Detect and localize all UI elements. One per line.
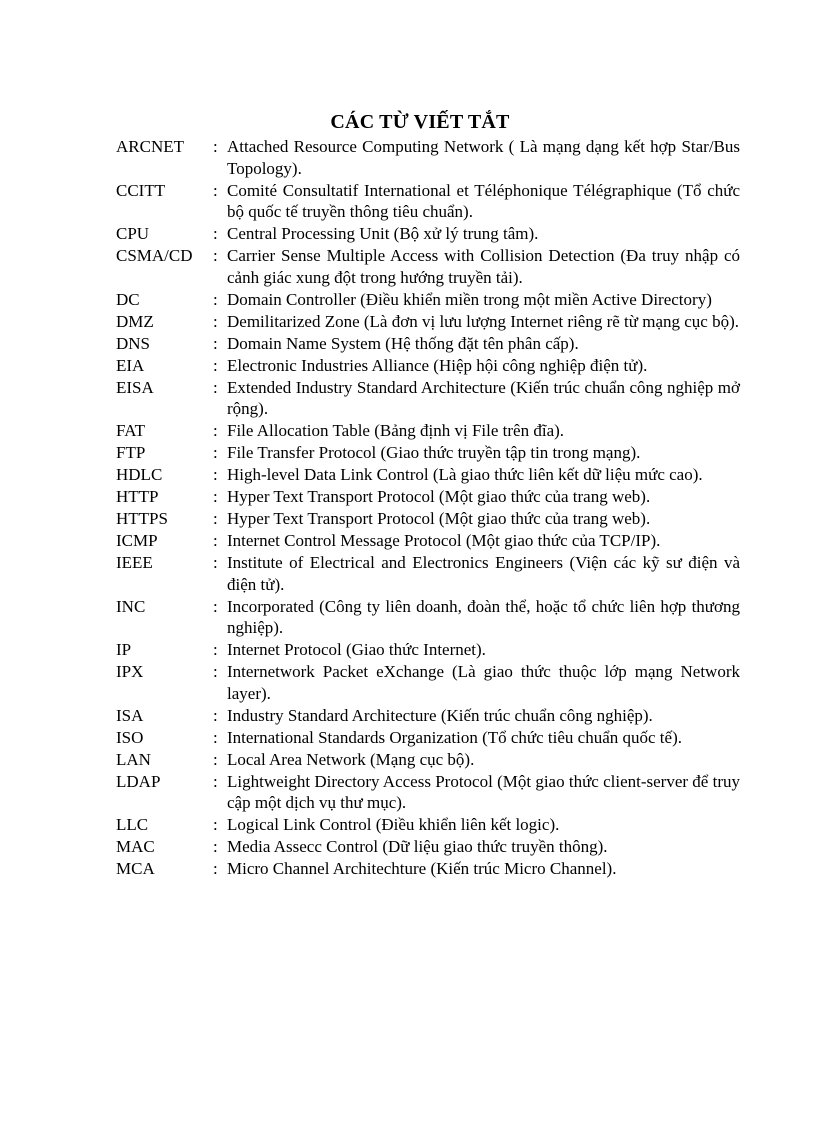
abbreviation-term: EIA [116,355,145,375]
separator-colon: : [213,727,218,747]
abbreviation-entry [116,223,740,245]
abbreviation-entry [116,289,740,311]
separator-colon: : [213,662,218,681]
abbreviation-term: HTTP [116,487,159,506]
abbreviation-definition: Internetwork Packet eXchange (Là giao thức thuộc lớp mạng Network layer). [227,662,740,703]
abbreviation-definition: Micro Channel Architechture (Kiến trúc Micro Channel). [227,859,617,878]
abbreviation-entry [116,333,740,355]
separator-colon: : [213,180,218,200]
separator-colon: : [213,137,218,156]
abbreviation-definition: File Transfer Protocol (Giao thức truyền tập tin trong mạng). [227,443,641,462]
abbreviation-entry [116,836,740,858]
separator-colon: : [213,443,218,462]
abbreviation-definition: Extended Industry Standard Architecture (Kiến trúc chuẩn công nghiệp mở rộng). [227,377,740,418]
abbreviation-term: DC [116,289,140,309]
page-title: CÁC TỪ VIẾT TẮT [330,111,510,133]
abbreviation-definition: Local Area Network (Mạng cục bộ). [227,749,475,769]
abbreviation-term: IP [116,640,132,659]
abbreviation-term: MAC [116,837,155,856]
abbreviation-entry [116,771,740,814]
abbreviation-definition: Industry Standard Architecture (Kiến trúc chuẩn công nghiệp). [227,705,653,725]
abbreviation-term: ISO [116,727,144,747]
abbreviation-term: CSMA/CD [116,246,193,265]
abbreviation-term: CCITT [116,180,166,200]
separator-colon: : [213,771,218,791]
separator-colon: : [213,531,218,550]
separator-colon: : [213,246,218,265]
abbreviation-definition: File Allocation Table (Bảng định vị File trên đĩa). [227,421,565,440]
abbreviation-term: CPU [116,224,150,243]
abbreviation-term: DNS [116,333,151,353]
abbreviation-entry [116,596,740,639]
abbreviation-definition: Internet Protocol (Giao thức Internet). [227,640,486,659]
abbreviation-term: INC [116,596,146,616]
abbreviation-entry [116,355,740,377]
abbreviation-definition: Attached Resource Computing Network ( Là mạng dạng kết hợp Star/Bus Topology). [227,137,740,178]
separator-colon: : [213,487,218,506]
abbreviation-entry [116,180,740,223]
separator-colon: : [213,553,218,572]
abbreviation-entry [116,814,740,836]
abbreviation-entry [116,661,740,704]
abbreviation-entry [116,639,740,661]
abbreviation-definition: Domain Controller (Điều khiển miền trong một miền Active Directory) [227,289,712,309]
separator-colon: : [213,596,218,616]
abbreviation-definition: Logical Link Control (Điều khiển liên kết logic). [227,815,560,834]
abbreviation-definition: Internet Control Message Protocol (Một giao thức của TCP/IP). [227,531,661,550]
abbreviation-entry [116,377,740,420]
separator-colon: : [213,311,218,331]
abbreviation-list [116,136,740,880]
abbreviation-term: IPX [116,662,144,681]
abbreviation-term: MCA [116,859,155,878]
abbreviation-term: FAT [116,421,145,440]
abbreviation-entry [116,442,740,464]
abbreviation-entry [116,486,740,508]
separator-colon: : [213,465,218,484]
separator-colon: : [213,509,218,528]
abbreviation-term: DMZ [116,311,154,331]
separator-colon: : [213,224,218,243]
abbreviation-definition: High-level Data Link Control (Là giao thức liên kết dữ liệu mức cao). [227,465,703,484]
abbreviation-term: ARCNET [116,137,184,156]
abbreviation-definition: Central Processing Unit (Bộ xử lý trung tâm). [227,224,539,243]
abbreviation-entry [116,858,740,880]
abbreviation-definition: International Standards Organization (Tổ chức tiêu chuẩn quốc tế). [227,727,682,747]
abbreviation-term: ISA [116,705,144,725]
abbreviation-entry [116,530,740,552]
abbreviation-term: ICMP [116,531,158,550]
abbreviation-entry [116,705,740,727]
abbreviation-term: HTTPS [116,509,168,528]
abbreviation-term: EISA [116,377,154,397]
abbreviation-entry [116,311,740,333]
abbreviation-entry [116,420,740,442]
abbreviation-definition: Hyper Text Transport Protocol (Một giao thức của trang web). [227,509,651,528]
separator-colon: : [213,640,218,659]
abbreviation-term: FTP [116,443,146,462]
separator-colon: : [213,815,218,834]
abbreviation-entry [116,749,740,771]
separator-colon: : [213,355,218,375]
separator-colon: : [213,859,218,878]
separator-colon: : [213,333,218,353]
abbreviation-entry [116,727,740,749]
separator-colon: : [213,837,218,856]
abbreviation-definition: Incorporated (Công ty liên doanh, đoàn thể, hoặc tổ chức liên hợp thương nghiệp). [227,596,740,637]
abbreviation-definition: Demilitarized Zone (Là đơn vị lưu lượng Internet riêng rẽ từ mạng cục bộ). [227,311,740,331]
abbreviation-entry [116,464,740,486]
abbreviation-definition: Media Assecc Control (Dữ liệu giao thức truyền thông). [227,837,608,856]
abbreviation-term: LLC [116,815,149,834]
abbreviation-term: IEEE [116,553,153,572]
separator-colon: : [213,377,218,397]
separator-colon: : [213,749,218,769]
abbreviation-definition: Comité Consultatif International et Téléphonique Télégraphique (Tổ chức bộ quốc tế truyền thông tiêu chuẩn). [227,180,740,221]
abbreviation-entry [116,552,740,595]
abbreviation-definition: Lightweight Directory Access Protocol (Một giao thức client-server để truy cập một dịch vụ thư mục). [227,771,740,812]
abbreviation-entry [116,245,740,288]
abbreviation-term: LAN [116,749,151,769]
abbreviation-term: HDLC [116,465,163,484]
abbreviation-entry [116,136,740,179]
separator-colon: : [213,421,218,440]
separator-colon: : [213,289,218,309]
abbreviation-definition: Domain Name System (Hệ thống đặt tên phân cấp). [227,333,579,353]
abbreviation-entry [116,508,740,530]
abbreviation-definition: Electronic Industries Alliance (Hiệp hội công nghiệp điện tử). [227,355,648,375]
abbreviation-term: LDAP [116,771,161,791]
separator-colon: : [213,705,218,725]
abbreviation-definition: Carrier Sense Multiple Access with Collision Detection (Đa truy nhập có cảnh giác xung đột trong hướng truyền tải). [227,246,740,287]
abbreviation-definition: Hyper Text Transport Protocol (Một giao thức của trang web). [227,487,651,506]
abbreviation-definition: Institute of Electrical and Electronics Engineers (Viện các kỹ sư điện và điện tử). [227,553,740,594]
